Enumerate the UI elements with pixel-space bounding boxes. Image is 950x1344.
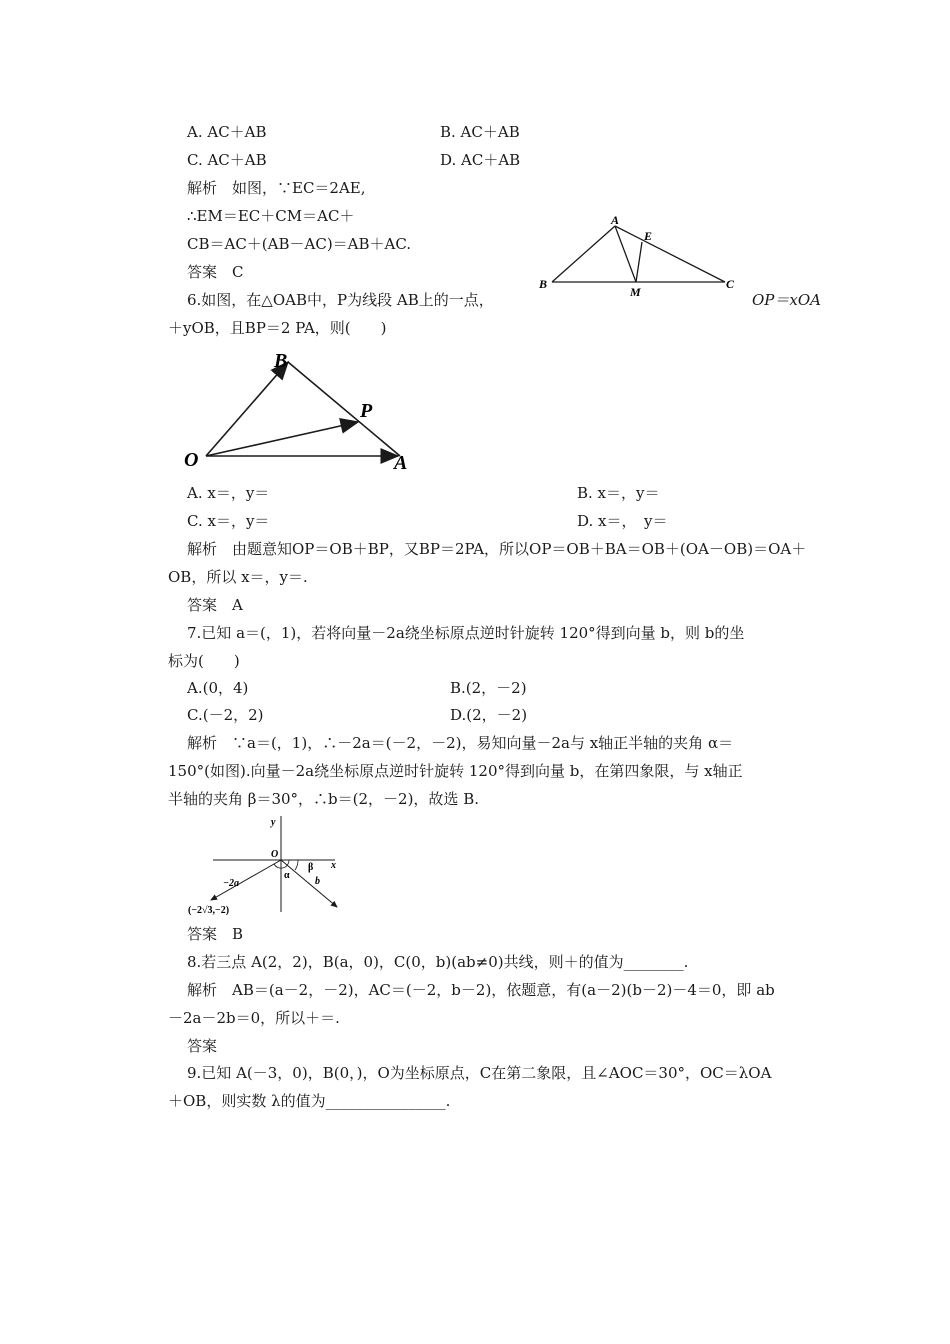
q7-fig-point-label: (−2√3,−2) (188, 905, 230, 916)
q9-stem-line-1: 9.已知 A(－3，0)，B(0，)，O为坐标原点，C在第二象限，且∠AOC＝30°，OC＝λOA (187, 1064, 772, 1082)
q5-solution-line-1: 解析 如图，∵EC＝2AE, (187, 179, 366, 197)
q7-solution-line-3: 半轴的夹角 β＝30°，∴b＝(2，－2)，故选 B. (168, 790, 479, 808)
q7-fig-neg2a-label: −2a (223, 878, 240, 889)
q7-option-c: C.(－2，2) (187, 706, 264, 724)
q8-solution-line-1: 解析 AB＝(a－2，－2)，AC＝(－2，b－2)，依题意，有(a－2)(b－2)－4＝0，即 ab (187, 981, 775, 999)
q7-fig-y-axis-label: y (271, 817, 276, 828)
q5-triangle-figure (530, 212, 750, 302)
q7-solution-line-2: 150°(如图).向量－2a绕坐标原点逆时针旋转 120°得到向量 b，在第四象限，与 x轴正 (168, 762, 743, 780)
q5-solution-line-2: ∴EM＝EC＋CM＝AC＋ (187, 207, 355, 225)
q5-fig-label-m: M (630, 285, 641, 299)
q6-stem-right: OP＝xOA (752, 291, 821, 309)
q5-option-a: A. AC＋AB (187, 123, 267, 141)
q6-triangle-figure (180, 345, 420, 475)
q6-stem-line-1: 6.如图，在△OAB中，P为线段 AB上的一点， (187, 291, 494, 309)
q7-answer: 答案 B (187, 925, 244, 943)
q6-option-a: A. x＝，y＝ (187, 484, 270, 502)
q8-stem: 8.若三点 A(2，2)，B(a，0)，C(0，b)(ab≠0)共线，则＋的值为________. (187, 953, 689, 971)
q7-fig-b-label: b (315, 876, 320, 887)
q8-solution-line-2: －2a－2b＝0，所以＋＝. (168, 1009, 340, 1027)
q7-fig-beta-label: β (308, 862, 314, 873)
q7-fig-x-axis-label: x (331, 860, 336, 871)
q5-fig-label-c: C (726, 277, 735, 291)
q8-answer: 答案 (187, 1037, 218, 1055)
q7-option-d: D.(2，－2) (450, 706, 528, 724)
q7-option-b: B.(2，－2) (450, 679, 527, 697)
q6-stem-line-2: ＋yOB，且BP＝2 PA，则( ) (168, 319, 387, 337)
q6-option-b: B. x＝，y＝ (577, 484, 660, 502)
q5-solution-line-3: CB＝AC＋(AB－AC)＝AB＋AC. (187, 235, 412, 253)
q6-fig-label-o: O (184, 449, 199, 471)
q6-option-c: C. x＝，y＝ (187, 512, 270, 530)
q7-fig-origin-label: O (271, 849, 279, 860)
q6-solution-line-1: 解析 由题意知OP＝OB＋BP，又BP＝2PA，所以OP＝OB＋BA＝OB＋(OA－OB)＝OA＋ (187, 540, 807, 558)
q7-option-a: A.(0，4) (187, 679, 249, 697)
q5-fig-label-e: E (644, 229, 653, 243)
q5-option-c: C. AC＋AB (187, 151, 267, 169)
q5-option-b: B. AC＋AB (440, 123, 520, 141)
q6-fig-label-b: B (274, 350, 288, 372)
q6-answer: 答案 A (187, 596, 243, 614)
q6-solution-line-2: OB，所以 x＝，y＝. (168, 568, 308, 586)
q9-stem-line-2: ＋OB，则实数 λ的值为________________. (168, 1092, 451, 1110)
q7-fig-alpha-label: α (284, 870, 290, 881)
q6-fig-label-a: A (394, 452, 408, 474)
q7-stem-line-2: 标为( ) (168, 652, 240, 670)
q5-fig-label-b: B (539, 277, 548, 291)
q7-coordinate-figure (185, 812, 355, 916)
q5-fig-label-a: A (611, 213, 620, 227)
q5-answer: 答案 C (187, 263, 244, 281)
q7-solution-line-1: 解析 ∵a＝(，1)，∴－2a＝(－2，－2)，易知向量－2a与 x轴正半轴的夹角 α＝ (187, 734, 734, 752)
q7-stem-line-1: 7.已知 a＝(，1)，若将向量－2a绕坐标原点逆时针旋转 120°得到向量 b，则 b的坐 (187, 624, 745, 642)
q6-option-d: D. x＝， y＝ (577, 512, 668, 530)
q6-fig-label-p: P (360, 400, 373, 422)
q5-option-d: D. AC＋AB (440, 151, 521, 169)
